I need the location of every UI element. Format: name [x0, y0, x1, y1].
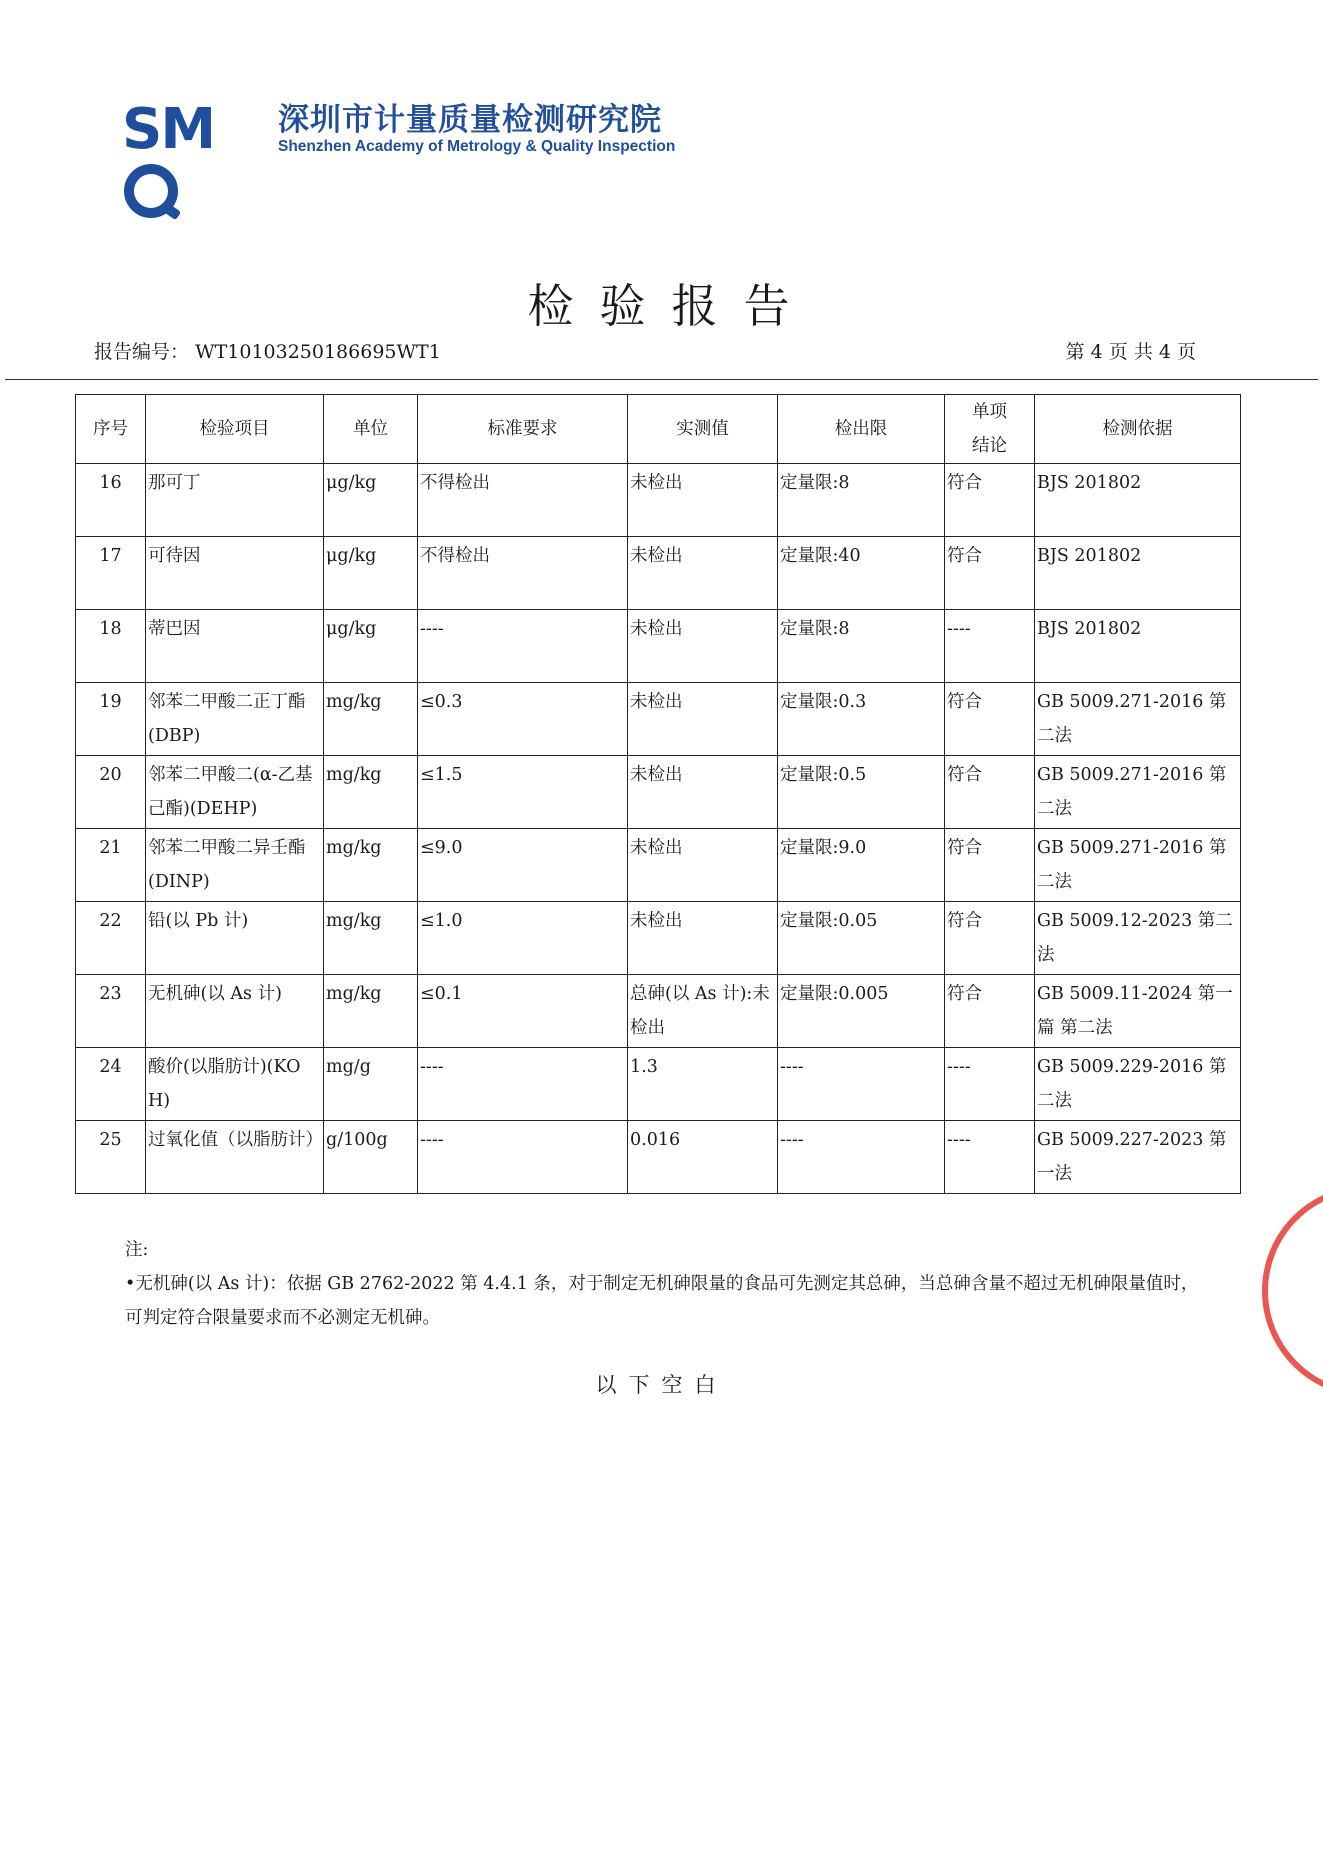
table-cell: GB 5009.271-2016 第二法 [1035, 683, 1241, 756]
table-cell: GB 5009.227-2023 第一法 [1035, 1121, 1241, 1194]
table-cell: 不得检出 [418, 537, 628, 610]
column-header: 单项 结论 [945, 395, 1035, 464]
table-cell: 可待因 [146, 537, 324, 610]
table-cell: 定量限:0.5 [778, 756, 945, 829]
report-number [94, 339, 441, 365]
column-header: 检验项目 [146, 395, 324, 464]
table-cell: 未检出 [628, 464, 778, 537]
table-cell: 19 [76, 683, 146, 756]
table-cell: ≤1.5 [418, 756, 628, 829]
report-number-value: WT10103250186695WT1 [195, 341, 441, 363]
table-cell: 总砷(以 As 计):未检出 [628, 975, 778, 1048]
table-cell: 定量限:0.3 [778, 683, 945, 756]
table-cell: mg/g [324, 1048, 418, 1121]
table-cell: 符合 [945, 537, 1035, 610]
table-cell: 符合 [945, 829, 1035, 902]
table-cell: ---- [418, 1048, 628, 1121]
table-cell: 定量限:0.05 [778, 902, 945, 975]
table-cell: 未检出 [628, 902, 778, 975]
table-cell: 1.3 [628, 1048, 778, 1121]
table-cell: 16 [76, 464, 146, 537]
table-cell: 0.016 [628, 1121, 778, 1194]
table-row [76, 975, 1241, 1048]
column-header: 实测值 [628, 395, 778, 464]
report-number-label: 报告编号： [94, 341, 190, 363]
table-cell: 符合 [945, 464, 1035, 537]
table-row [76, 829, 1241, 902]
table-cell: 酸价(以脂肪计)(KOH) [146, 1048, 324, 1121]
notes [125, 1233, 1205, 1335]
notes-text: •无机砷(以 As 计)：依据 GB 2762-2022 第 4.4.1 条，对于制定无机砷限量的食品可先测定其总砷，当总砷含量不超过无机砷限量值时，可判定符合限量要求而不必测定无机砷。 [125, 1274, 1199, 1328]
table-cell: 蒂巴因 [146, 610, 324, 683]
table-cell: mg/kg [324, 756, 418, 829]
report-title: 检验报告 [527, 279, 816, 333]
table-cell: ≤1.0 [418, 902, 628, 975]
table-cell: ≤9.0 [418, 829, 628, 902]
table-cell: 定量限:40 [778, 537, 945, 610]
table-cell: 18 [76, 610, 146, 683]
table-cell: ---- [418, 610, 628, 683]
table-cell: 符合 [945, 756, 1035, 829]
table-cell: g/100g [324, 1121, 418, 1194]
table-cell: 邻苯二甲酸二(α-乙基己酯)(DEHP) [146, 756, 324, 829]
table-cell: 定量限:0.005 [778, 975, 945, 1048]
table-cell: 符合 [945, 683, 1035, 756]
table-cell: 未检出 [628, 829, 778, 902]
results-table [75, 394, 1241, 1194]
table-row [76, 683, 1241, 756]
table-cell: GB 5009.271-2016 第二法 [1035, 829, 1241, 902]
table-cell: GB 5009.229-2016 第二法 [1035, 1048, 1241, 1121]
table-cell: 24 [76, 1048, 146, 1121]
table-cell: 定量限:8 [778, 464, 945, 537]
table-cell: mg/kg [324, 829, 418, 902]
table-cell: mg/kg [324, 902, 418, 975]
table-cell: 25 [76, 1121, 146, 1194]
table-cell: ---- [778, 1048, 945, 1121]
table-cell: ≤0.1 [418, 975, 628, 1048]
table-row [76, 756, 1241, 829]
table-cell: 符合 [945, 975, 1035, 1048]
table-cell: 那可丁 [146, 464, 324, 537]
table-cell: 过氧化值（以脂肪计） [146, 1121, 324, 1194]
table-cell: ≤0.3 [418, 683, 628, 756]
table-cell: μg/kg [324, 537, 418, 610]
notes-label: 注: [125, 1240, 149, 1260]
table-cell: 22 [76, 902, 146, 975]
table-row [76, 1048, 1241, 1121]
table-header-row [76, 395, 1241, 464]
table-cell: 23 [76, 975, 146, 1048]
official-seal [1262, 1185, 1323, 1397]
table-cell: μg/kg [324, 464, 418, 537]
table-cell: 17 [76, 537, 146, 610]
company-name-en: Shenzhen Academy of Metrology & Quality Inspection [278, 138, 676, 155]
column-header: 序号 [76, 395, 146, 464]
logo-q-icon [124, 164, 178, 218]
table-row [76, 537, 1241, 610]
column-header: 检出限 [778, 395, 945, 464]
column-header: 单位 [324, 395, 418, 464]
column-header: 检测依据 [1035, 395, 1241, 464]
table-cell: mg/kg [324, 683, 418, 756]
table-cell: GB 5009.12-2023 第二法 [1035, 902, 1241, 975]
table-row [76, 902, 1241, 975]
table-cell: ---- [945, 1121, 1035, 1194]
table-cell: 无机砷(以 As 计) [146, 975, 324, 1048]
table-cell: 定量限:8 [778, 610, 945, 683]
table-row [76, 610, 1241, 683]
table-cell: ---- [778, 1121, 945, 1194]
page-info: 第 4 页 共 4 页 [1065, 341, 1196, 363]
table-cell: 未检出 [628, 610, 778, 683]
table-cell: 未检出 [628, 756, 778, 829]
table-cell: 21 [76, 829, 146, 902]
table-cell: 未检出 [628, 683, 778, 756]
table-cell: 邻苯二甲酸二异壬酯(DINP) [146, 829, 324, 902]
company-name-cn: 深圳市计量质量检测研究院 [278, 102, 662, 138]
logo-mark: SM [122, 98, 214, 226]
table-cell: ---- [418, 1121, 628, 1194]
table-cell: 20 [76, 756, 146, 829]
table-cell: ---- [945, 1048, 1035, 1121]
table-cell: BJS 201802 [1035, 610, 1241, 683]
table-cell: 未检出 [628, 537, 778, 610]
table-cell: 符合 [945, 902, 1035, 975]
table-row [76, 1121, 1241, 1194]
table-cell: GB 5009.271-2016 第二法 [1035, 756, 1241, 829]
header-divider [5, 379, 1318, 380]
table-cell: GB 5009.11-2024 第一篇 第二法 [1035, 975, 1241, 1048]
table-cell: 不得检出 [418, 464, 628, 537]
table-cell: μg/kg [324, 610, 418, 683]
table-cell: mg/kg [324, 975, 418, 1048]
table-cell: ---- [945, 610, 1035, 683]
table-cell: 铅(以 Pb 计) [146, 902, 324, 975]
column-header: 标准要求 [418, 395, 628, 464]
table-cell: BJS 201802 [1035, 464, 1241, 537]
table-row [76, 464, 1241, 537]
table-cell: BJS 201802 [1035, 537, 1241, 610]
table-cell: 邻苯二甲酸二正丁酯(DBP) [146, 683, 324, 756]
table-cell: 定量限:9.0 [778, 829, 945, 902]
end-of-report-mark: 以下空白 [595, 1373, 728, 1397]
